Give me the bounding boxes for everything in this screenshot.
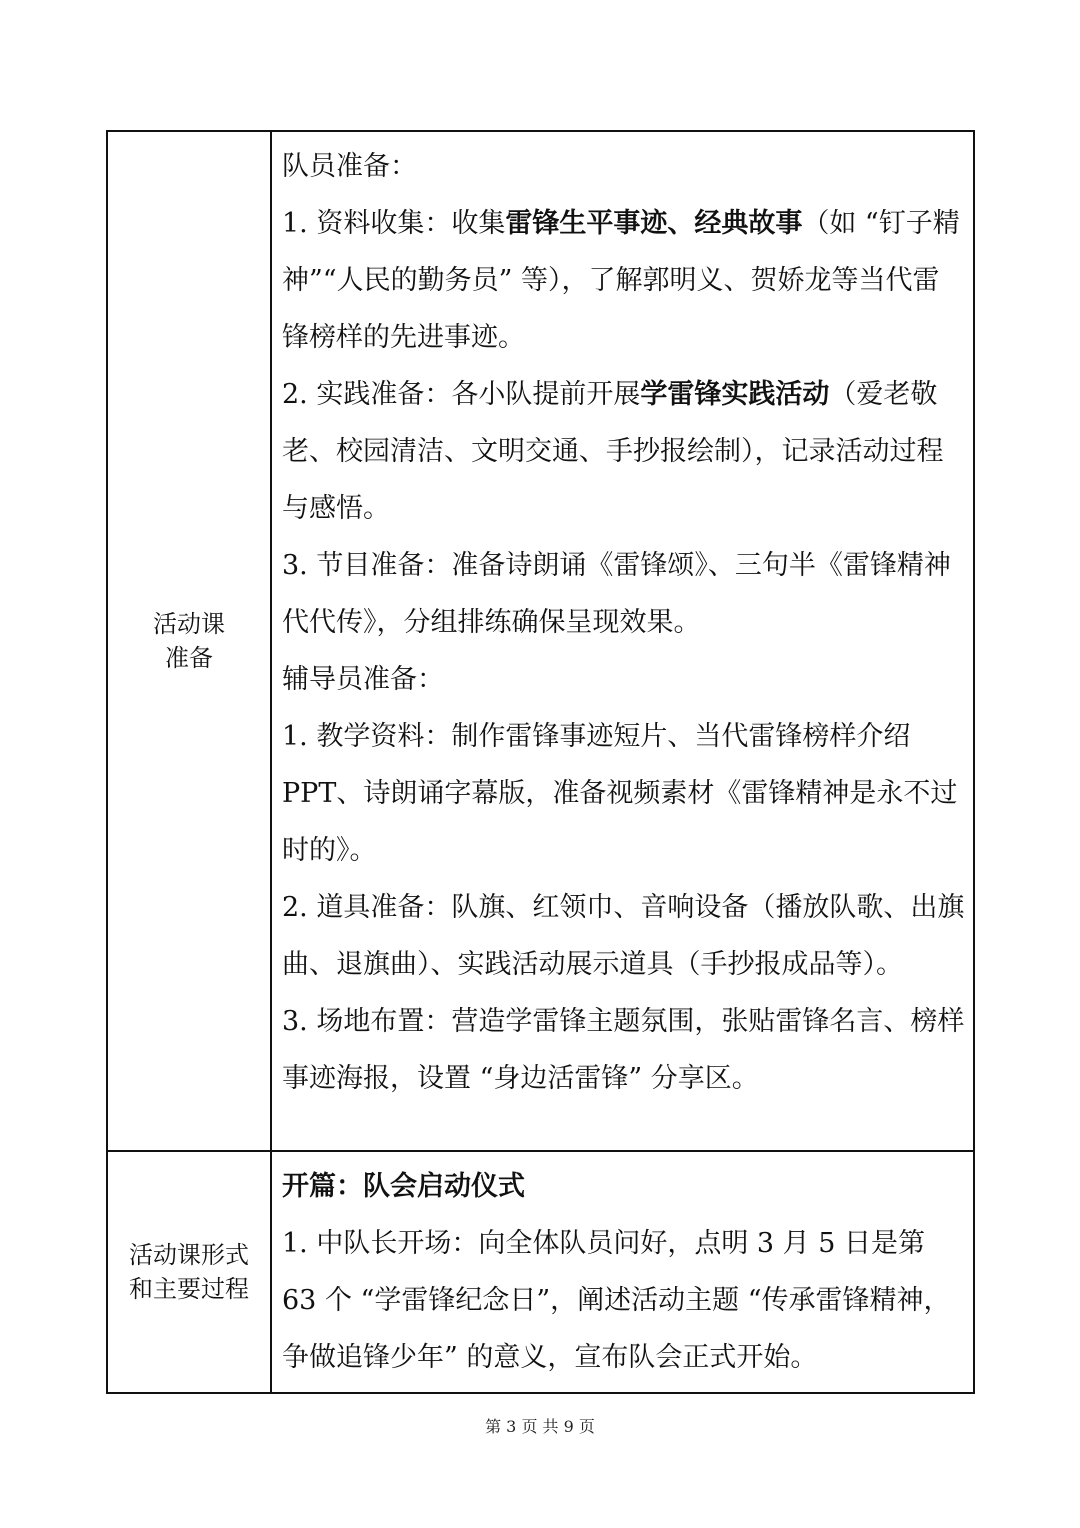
row-label-process bbox=[107, 1151, 271, 1393]
paragraph-program-prep: 3. 节目准备：准备诗朗诵《雷锋颂》、三句半《雷锋精神代代传》，分组排练确保呈现效果。 bbox=[282, 550, 951, 638]
label-line: 准备 bbox=[165, 644, 213, 672]
text-segment: （如 “钉子精神”“人民的勤务员” 等），了解郭明义、贺娇龙等当代雷锋榜样的先进事迹。 bbox=[282, 208, 960, 353]
paragraph-opening-speech: 1. 中队长开场：向全体队员问好，点明 3 月 5 日是第 63 个 “学雷锋纪念日”，阐述活动主题 “传承雷锋精神，争做追锋少年” 的意义，宣布队会正式开始。 bbox=[282, 1228, 951, 1373]
paragraph-venue-setup: 3. 场地布置：营造学雷锋主题氛围，张贴雷锋名言、榜样事迹海报，设置 “身边活雷锋” 分享区。 bbox=[282, 1006, 965, 1094]
text-segment: （爱老敬老、校园清洁、文明交通、手抄报绘制），记录活动过程与感悟。 bbox=[282, 379, 944, 524]
table-row-preparation bbox=[107, 131, 974, 1151]
label-line: 和主要过程 bbox=[129, 1275, 249, 1303]
row-label-preparation bbox=[107, 131, 271, 1151]
table-row-process bbox=[107, 1151, 974, 1393]
bold-text: 学雷锋实践活动 bbox=[640, 379, 830, 410]
paragraph-practice-prep bbox=[282, 366, 965, 537]
label-line: 活动课形式 bbox=[129, 1241, 249, 1269]
bold-text: 雷锋生平事迹、经典故事 bbox=[505, 208, 803, 239]
row-content-process bbox=[271, 1151, 974, 1393]
section-heading-opening: 开篇：队会启动仪式 bbox=[282, 1171, 525, 1202]
row-content-preparation bbox=[271, 131, 974, 1151]
text-segment: 2. 实践准备：各小队提前开展 bbox=[282, 379, 641, 410]
paragraph-props-prep: 2. 道具准备：队旗、红领巾、音响设备（播放队歌、出旗曲、退旗曲）、实践活动展示道具（手抄报成品等）。 bbox=[282, 892, 965, 980]
lesson-plan-table bbox=[106, 130, 975, 1394]
text-segment: 1. 资料收集：收集 bbox=[282, 208, 506, 239]
paragraph-material-collection bbox=[282, 195, 965, 366]
section-heading-counselor: 辅导员准备： bbox=[282, 664, 444, 695]
paragraph-teaching-materials: 1. 教学资料：制作雷锋事迹短片、当代雷锋榜样介绍PPT、诗朗诵字幕版，准备视频素材《雷锋精神是永不过时的》。 bbox=[282, 721, 958, 866]
page-number-footer: 第 3 页 共 9 页 bbox=[485, 1417, 595, 1436]
label-line: 活动课 bbox=[153, 610, 225, 638]
section-heading-students: 队员准备： bbox=[282, 151, 417, 182]
